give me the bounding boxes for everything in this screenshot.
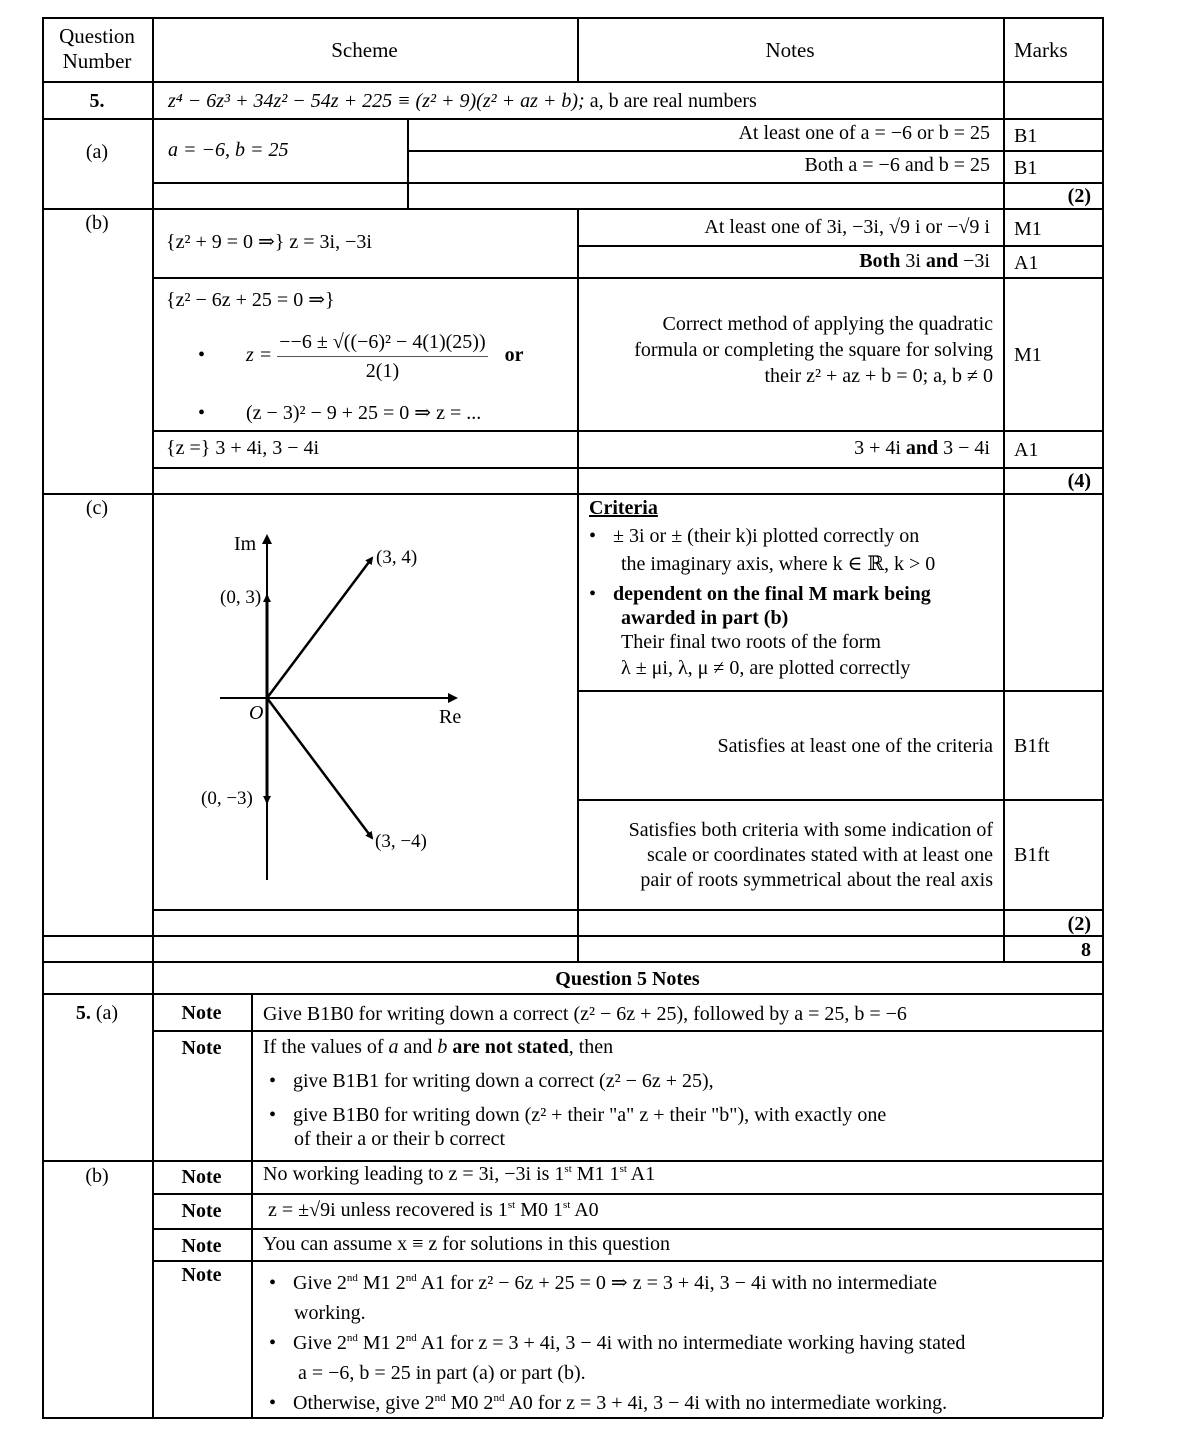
vector-3-plus-4i xyxy=(267,558,372,698)
criteria-item-2-line2: awarded in part (b) xyxy=(621,607,789,629)
note-a-2-intro xyxy=(263,1035,886,1059)
part-b-mark-2: A1 xyxy=(1014,252,1039,274)
root-b: 3 − 4i xyxy=(943,437,990,459)
note-a-2-bullet-1 xyxy=(263,1069,886,1093)
part-b-method-note xyxy=(580,312,993,388)
note-b-3: You can assume x ≡ z for solutions in this question xyxy=(263,1233,671,1255)
text: , then xyxy=(568,1036,614,1058)
point-label-3-4: (3, 4) xyxy=(376,547,418,568)
ordinal: st xyxy=(619,1163,627,1175)
text: If the values of xyxy=(263,1036,389,1058)
text: z = ±√9i unless recovered is 1 xyxy=(268,1199,508,1221)
formula-lhs: z = xyxy=(246,344,273,367)
part-c-note-1: Satisfies at least one of the criteria xyxy=(717,735,993,757)
formula-numerator: −−6 ± √((−6)² − 4(1)(25)) xyxy=(277,330,487,357)
part-c-note-2-line2: scale or coordinates stated with at least one xyxy=(647,844,993,866)
part-a-label: (a) xyxy=(85,141,109,163)
ordinal: nd xyxy=(405,1272,417,1284)
text: A0 for z = 3 + 4i, 3 − 4i with no intermediate working. xyxy=(504,1392,948,1414)
bullet-icon: • xyxy=(198,402,206,424)
ordinal: st xyxy=(507,1199,516,1211)
bullet-text: give B1B0 for writing down (z² + their "a" z + their "b"), with exactly one xyxy=(293,1104,887,1126)
criteria-item-2-line4: λ ± μi, λ, μ ≠ 0, are plotted correctly xyxy=(621,657,911,679)
text: A1 for z² − 6z + 25 = 0 ⇒ z = 3 + 4i, 3 − 4i with no intermediate xyxy=(416,1272,938,1294)
criteria-item-2-line1: dependent on the final M mark being xyxy=(613,583,931,605)
text: Give 2 xyxy=(293,1332,347,1354)
note-tag: Note xyxy=(181,1200,222,1222)
note-bold-and: and xyxy=(905,437,939,459)
complete-square-text: (z − 3)² − 9 + 25 = 0 ⇒ z = ... xyxy=(246,402,482,424)
criteria-title: Criteria xyxy=(589,497,658,519)
part-b-mark-1: M1 xyxy=(1014,218,1042,240)
text: A1 xyxy=(626,1163,656,1185)
question-identity: z⁴ − 6z³ + 34z² − 54z + 225 ≡ (z² + 9)(z² + az + b); xyxy=(168,90,585,112)
notes-part-label: (a) xyxy=(95,1002,119,1024)
note-tag: Note xyxy=(181,1037,222,1059)
point-label-0-3: (0, 3) xyxy=(220,587,262,608)
part-b-label: (b) xyxy=(85,212,109,234)
method-note-line2: formula or completing the square for solving xyxy=(634,339,993,361)
note-b-4-bullet-3 xyxy=(269,1388,965,1418)
text: M1 1 xyxy=(571,1163,620,1185)
criteria-item-2-line3: Their final two roots of the form xyxy=(621,631,881,653)
point-label-0-minus-3: (0, −3) xyxy=(201,788,253,809)
text: A1 for z = 3 + 4i, 3 − 4i with no intermediate working having stated xyxy=(416,1332,966,1354)
part-c-note-2-line1: Satisfies both criteria with some indication of xyxy=(628,819,993,841)
criteria-block xyxy=(589,496,935,680)
text: Give 2 xyxy=(293,1272,347,1294)
method-note-line1: Correct method of applying the quadratic xyxy=(662,313,993,335)
formula-denominator: 2(1) xyxy=(365,360,400,382)
note-b-4-bullet-2 xyxy=(269,1328,965,1358)
part-c-note-2 xyxy=(580,818,993,892)
text-cont: working. xyxy=(294,1302,366,1324)
part-b-total: (4) xyxy=(1067,470,1091,492)
re-axis-label: Re xyxy=(439,706,462,728)
ordinal: nd xyxy=(346,1332,358,1344)
header-scheme: Scheme xyxy=(331,38,398,62)
header-question-number-line2: Number xyxy=(62,49,132,74)
part-b-mark-4: A1 xyxy=(1014,439,1039,461)
part-b-scheme-roots-imag: {z² + 9 = 0 ⇒} z = 3i, −3i xyxy=(166,231,372,253)
part-b-scheme-roots-complex: {z =} 3 + 4i, 3 − 4i xyxy=(166,437,320,459)
ordinal: st xyxy=(562,1199,571,1211)
text: and xyxy=(398,1036,438,1058)
method-note-line3: their z² + az + b = 0; a, b ≠ 0 xyxy=(764,365,993,387)
question-total: 8 xyxy=(1081,939,1091,961)
ordinal: nd xyxy=(346,1272,358,1284)
bullet-icon: • xyxy=(269,1070,277,1092)
part-a-note-2: Both a = −6 and b = 25 xyxy=(804,154,990,176)
text: M1 2 xyxy=(357,1332,406,1354)
origin-label: O xyxy=(249,702,264,724)
note-b-4 xyxy=(269,1268,965,1418)
question-number: 5. xyxy=(89,90,105,112)
note-b-2 xyxy=(268,1198,599,1222)
bullet-icon: • xyxy=(589,525,597,547)
vector-3-minus-4i xyxy=(267,698,372,838)
bold-text: are not stated xyxy=(447,1036,569,1058)
question-condition: a, b are real numbers xyxy=(589,90,757,112)
part-b-quadratic-formula xyxy=(198,330,524,383)
text: M1 2 xyxy=(357,1272,406,1294)
text-cont: a = −6, b = 25 in part (a) or part (b). xyxy=(298,1362,586,1384)
part-c-label: (c) xyxy=(85,497,109,519)
notes-part-b-label: (b) xyxy=(85,1165,109,1187)
note-bold-both: Both xyxy=(859,250,901,272)
var-b: b xyxy=(437,1036,448,1058)
argand-diagram xyxy=(180,500,500,900)
text: Otherwise, give 2 xyxy=(293,1392,435,1414)
header-question-number-line1: Question xyxy=(59,24,135,48)
header-notes: Notes xyxy=(765,38,815,62)
part-a-total: (2) xyxy=(1067,185,1091,207)
part-b-mark-3: M1 xyxy=(1014,344,1042,366)
part-c-mark-1: B1ft xyxy=(1014,735,1050,757)
formula-fraction xyxy=(277,330,487,383)
bullet-text: give B1B1 for writing down a correct (z² − 6z + 25), xyxy=(293,1070,714,1092)
text: M0 2 xyxy=(445,1392,494,1414)
part-c-mark-2: B1ft xyxy=(1014,844,1050,866)
part-b-complete-square xyxy=(198,401,481,425)
bullet-icon: • xyxy=(269,1332,277,1354)
notes-title: Question 5 Notes xyxy=(555,968,700,990)
text: M0 1 xyxy=(515,1199,563,1221)
part-b-note-2 xyxy=(580,249,990,273)
text: No working leading to z = 3i, −3i is 1 xyxy=(263,1163,565,1185)
text: A0 xyxy=(570,1199,599,1221)
bullet-icon: • xyxy=(589,583,597,605)
header-question-number xyxy=(42,24,152,74)
note-tag: Note xyxy=(181,1166,222,1188)
criteria-item-1-line1: ± 3i or ± (their k)i plotted correctly on xyxy=(613,525,920,547)
part-a-mark-2: B1 xyxy=(1014,157,1038,179)
bullet-icon: • xyxy=(198,344,206,367)
bullet-icon: • xyxy=(269,1392,277,1414)
criteria-item-1 xyxy=(589,524,935,548)
formula-or: or xyxy=(504,344,524,367)
ordinal: nd xyxy=(434,1392,446,1404)
note-a-1: Give B1B0 for writing down a correct (z² − 6z + 25), followed by a = 25, b = −6 xyxy=(263,1003,907,1025)
bullet-text-cont: of their a or their b correct xyxy=(294,1128,506,1150)
part-a-mark-1: B1 xyxy=(1014,125,1038,147)
point-label-3-minus-4: (3, −4) xyxy=(375,831,427,852)
part-a-note-1: At least one of a = −6 or b = 25 xyxy=(738,122,990,144)
ordinal: st xyxy=(564,1163,572,1175)
root-a: 3 + 4i xyxy=(854,437,901,459)
ordinal: nd xyxy=(405,1332,417,1344)
notes-question-number: 5. xyxy=(75,1002,91,1024)
note-tag: Note xyxy=(181,1002,222,1024)
part-b-scheme-quadratic-head: {z² − 6z + 25 = 0 ⇒} xyxy=(166,289,335,311)
header-marks: Marks xyxy=(1014,38,1068,62)
im-axis-label: Im xyxy=(234,533,257,555)
part-b-note-4 xyxy=(580,436,990,460)
var-a: a xyxy=(388,1036,399,1058)
bullet-icon: • xyxy=(269,1272,277,1294)
part-b-note-1: At least one of 3i, −3i, √9 i or −√9 i xyxy=(704,216,990,238)
note-3i: 3i xyxy=(905,250,921,272)
note-b-4-bullet-1 xyxy=(269,1268,965,1298)
question-statement xyxy=(168,89,757,113)
note-a-2-bullet-2 xyxy=(263,1103,886,1127)
note-tag: Note xyxy=(181,1264,222,1286)
criteria-item-2 xyxy=(589,582,935,606)
note-b-1 xyxy=(263,1162,655,1186)
note-tag: Note xyxy=(181,1235,222,1257)
note-minus-3i: −3i xyxy=(963,250,990,272)
note-bold-and: and xyxy=(925,250,959,272)
part-a-scheme: a = −6, b = 25 xyxy=(168,139,289,161)
ordinal: nd xyxy=(493,1392,505,1404)
part-c-note-2-line3: pair of roots symmetrical about the real axis xyxy=(640,869,993,891)
bullet-icon: • xyxy=(269,1104,277,1126)
notes-part-a-label xyxy=(42,1001,152,1025)
criteria-item-1-line2: the imaginary axis, where k ∈ ℝ, k > 0 xyxy=(621,553,936,575)
part-c-total: (2) xyxy=(1067,913,1091,935)
note-a-2 xyxy=(263,1035,886,1151)
